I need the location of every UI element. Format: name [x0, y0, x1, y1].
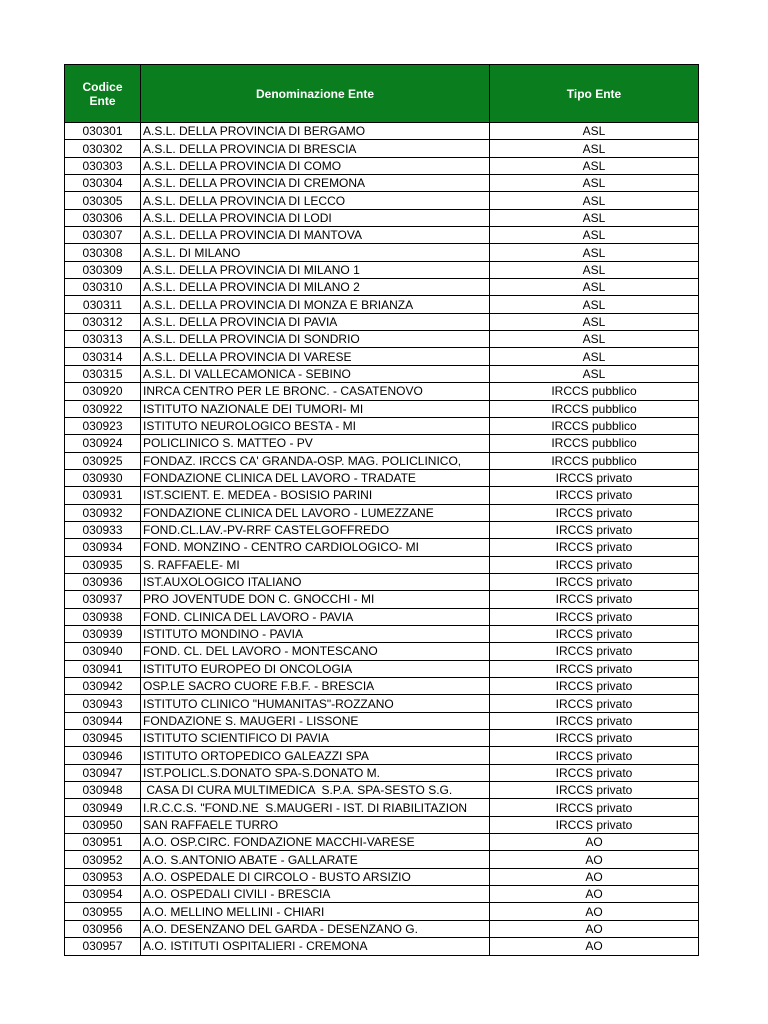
cell-name: A.O. OSPEDALE DI CIRCOLO - BUSTO ARSIZIO [141, 868, 490, 885]
cell-name: ISTITUTO EUROPEO DI ONCOLOGIA [141, 660, 490, 677]
table-row [65, 660, 699, 677]
cell-code: 030922 [65, 400, 141, 417]
cell-name: A.O. DESENZANO DEL GARDA - DESENZANO G. [141, 920, 490, 937]
table-row [65, 157, 699, 174]
cell-type: ASL [490, 123, 699, 140]
table-row [65, 417, 699, 434]
cell-type: IRCCS pubblico [490, 383, 699, 400]
cell-name: A.S.L. DELLA PROVINCIA DI MANTOVA [141, 227, 490, 244]
cell-code: 030312 [65, 313, 141, 330]
cell-name: I.R.C.C.S. "FOND.NE S.MAUGERI - IST. DI RIABILITAZION [141, 799, 490, 816]
table-row [65, 695, 699, 712]
cell-type: IRCCS privato [490, 712, 699, 729]
table-row [65, 938, 699, 955]
cell-code: 030931 [65, 487, 141, 504]
cell-code: 030935 [65, 556, 141, 573]
table-row [65, 123, 699, 140]
table-row [65, 764, 699, 781]
table-row [65, 279, 699, 296]
table-row [65, 175, 699, 192]
table-row [65, 521, 699, 538]
table-row [65, 643, 699, 660]
cell-code: 030953 [65, 868, 141, 885]
table-row [65, 678, 699, 695]
table-row [65, 435, 699, 452]
header-row [65, 65, 699, 123]
cell-code: 030943 [65, 695, 141, 712]
cell-name: FOND.CL.LAV.-PV-RRF CASTELGOFFREDO [141, 521, 490, 538]
table-row [65, 504, 699, 521]
cell-name: A.S.L. DELLA PROVINCIA DI PAVIA [141, 313, 490, 330]
table-row [65, 192, 699, 209]
cell-type: IRCCS privato [490, 764, 699, 781]
cell-type: IRCCS privato [490, 799, 699, 816]
cell-name: IST.AUXOLOGICO ITALIANO [141, 573, 490, 590]
cell-name: A.O. S.ANTONIO ABATE - GALLARATE [141, 851, 490, 868]
table-row [65, 903, 699, 920]
cell-code: 030955 [65, 903, 141, 920]
cell-code: 030307 [65, 227, 141, 244]
table-row [65, 331, 699, 348]
cell-code: 030947 [65, 764, 141, 781]
cell-code: 030944 [65, 712, 141, 729]
cell-name: ISTITUTO CLINICO "HUMANITAS"-ROZZANO [141, 695, 490, 712]
cell-code: 030952 [65, 851, 141, 868]
cell-code: 030920 [65, 383, 141, 400]
cell-name: ISTITUTO MONDINO - PAVIA [141, 625, 490, 642]
cell-name: FONDAZ. IRCCS CA' GRANDA-OSP. MAG. POLICLINICO, [141, 452, 490, 469]
cell-type: IRCCS privato [490, 816, 699, 833]
cell-name: A.S.L. DELLA PROVINCIA DI LODI [141, 209, 490, 226]
table-row [65, 782, 699, 799]
cell-code: 030939 [65, 625, 141, 642]
cell-code: 030302 [65, 140, 141, 157]
cell-name: A.S.L. DELLA PROVINCIA DI MILANO 2 [141, 279, 490, 296]
cell-code: 030303 [65, 157, 141, 174]
cell-code: 030937 [65, 591, 141, 608]
cell-type: IRCCS pubblico [490, 435, 699, 452]
cell-type: IRCCS privato [490, 625, 699, 642]
cell-type: ASL [490, 244, 699, 261]
cell-name: IST.SCIENT. E. MEDEA - BOSISIO PARINI [141, 487, 490, 504]
cell-type: IRCCS privato [490, 539, 699, 556]
cell-name: FONDAZIONE CLINICA DEL LAVORO - LUMEZZANE [141, 504, 490, 521]
table-row [65, 556, 699, 573]
cell-name: ISTITUTO SCIENTIFICO DI PAVIA [141, 730, 490, 747]
table-row [65, 834, 699, 851]
cell-name: POLICLINICO S. MATTEO - PV [141, 435, 490, 452]
table-row [65, 209, 699, 226]
table-row [65, 573, 699, 590]
table-row [65, 348, 699, 365]
cell-name: A.O. MELLINO MELLINI - CHIARI [141, 903, 490, 920]
cell-name: ISTITUTO ORTOPEDICO GALEAZZI SPA [141, 747, 490, 764]
cell-type: IRCCS privato [490, 782, 699, 799]
table-row [65, 296, 699, 313]
cell-name: A.S.L. DELLA PROVINCIA DI SONDRIO [141, 331, 490, 348]
table-row [65, 539, 699, 556]
cell-name: INRCA CENTRO PER LE BRONC. - CASATENOVO [141, 383, 490, 400]
header-type [490, 65, 699, 123]
cell-type: AO [490, 834, 699, 851]
header-code [65, 65, 141, 123]
header-type-label: Tipo Ente [566, 86, 622, 101]
cell-type: IRCCS privato [490, 591, 699, 608]
cell-type: IRCCS privato [490, 643, 699, 660]
cell-type: IRCCS privato [490, 573, 699, 590]
cell-code: 030301 [65, 123, 141, 140]
table-row [65, 227, 699, 244]
cell-name: A.O. ISTITUTI OSPITALIERI - CREMONA [141, 938, 490, 955]
table-row [65, 140, 699, 157]
cell-type: ASL [490, 192, 699, 209]
cell-type: AO [490, 920, 699, 937]
cell-name: A.O. OSPEDALI CIVILI - BRESCIA [141, 886, 490, 903]
table-row [65, 244, 699, 261]
cell-type: IRCCS privato [490, 504, 699, 521]
table-row [65, 400, 699, 417]
cell-type: ASL [490, 175, 699, 192]
cell-type: IRCCS pubblico [490, 400, 699, 417]
cell-code: 030949 [65, 799, 141, 816]
table-row [65, 816, 699, 833]
cell-type: AO [490, 938, 699, 955]
cell-type: IRCCS privato [490, 469, 699, 486]
cell-name: FOND. CLINICA DEL LAVORO - PAVIA [141, 608, 490, 625]
cell-name: FOND. MONZINO - CENTRO CARDIOLOGICO- MI [141, 539, 490, 556]
cell-name: A.O. OSP.CIRC. FONDAZIONE MACCHI-VARESE [141, 834, 490, 851]
header-name [141, 65, 490, 123]
cell-name: ISTITUTO NEUROLOGICO BESTA - MI [141, 417, 490, 434]
cell-name: SAN RAFFAELE TURRO [141, 816, 490, 833]
cell-type: ASL [490, 348, 699, 365]
table-row [65, 452, 699, 469]
cell-code: 030313 [65, 331, 141, 348]
cell-code: 030932 [65, 504, 141, 521]
cell-name: A.S.L. DI VALLECAMONICA - SEBINO [141, 365, 490, 382]
cell-type: AO [490, 903, 699, 920]
cell-code: 030306 [65, 209, 141, 226]
cell-type: AO [490, 868, 699, 885]
table-row [65, 469, 699, 486]
cell-type: IRCCS privato [490, 608, 699, 625]
cell-code: 030945 [65, 730, 141, 747]
cell-type: ASL [490, 209, 699, 226]
table-row [65, 851, 699, 868]
cell-code: 030314 [65, 348, 141, 365]
cell-name: ISTITUTO NAZIONALE DEI TUMORI- MI [141, 400, 490, 417]
table-row [65, 365, 699, 382]
cell-name: A.S.L. DELLA PROVINCIA DI MONZA E BRIANZA [141, 296, 490, 313]
cell-type: ASL [490, 296, 699, 313]
table-row [65, 261, 699, 278]
cell-type: ASL [490, 279, 699, 296]
cell-name: A.S.L. DELLA PROVINCIA DI BRESCIA [141, 140, 490, 157]
cell-type: ASL [490, 140, 699, 157]
table-row [65, 487, 699, 504]
cell-code: 030925 [65, 452, 141, 469]
cell-type: IRCCS privato [490, 487, 699, 504]
cell-name: A.S.L. DI MILANO [141, 244, 490, 261]
cell-code: 030930 [65, 469, 141, 486]
cell-code: 030924 [65, 435, 141, 452]
cell-type: IRCCS privato [490, 730, 699, 747]
cell-code: 030305 [65, 192, 141, 209]
cell-name: A.S.L. DELLA PROVINCIA DI CREMONA [141, 175, 490, 192]
table-row [65, 886, 699, 903]
cell-type: ASL [490, 261, 699, 278]
cell-name: A.S.L. DELLA PROVINCIA DI COMO [141, 157, 490, 174]
cell-type: IRCCS pubblico [490, 417, 699, 434]
cell-code: 030304 [65, 175, 141, 192]
entity-table [64, 64, 699, 956]
cell-code: 030315 [65, 365, 141, 382]
cell-type: ASL [490, 157, 699, 174]
cell-code: 030310 [65, 279, 141, 296]
cell-type: AO [490, 851, 699, 868]
cell-name: IST.POLICL.S.DONATO SPA-S.DONATO M. [141, 764, 490, 781]
cell-type: IRCCS privato [490, 678, 699, 695]
cell-code: 030942 [65, 678, 141, 695]
header-code-label: Codice Ente [82, 79, 123, 108]
cell-type: IRCCS privato [490, 521, 699, 538]
cell-code: 030954 [65, 886, 141, 903]
cell-name: A.S.L. DELLA PROVINCIA DI BERGAMO [141, 123, 490, 140]
cell-code: 030941 [65, 660, 141, 677]
table-row [65, 799, 699, 816]
cell-code: 030936 [65, 573, 141, 590]
table-row [65, 608, 699, 625]
table-row [65, 868, 699, 885]
cell-type: IRCCS privato [490, 695, 699, 712]
cell-name: OSP.LE SACRO CUORE F.B.F. - BRESCIA [141, 678, 490, 695]
cell-code: 030950 [65, 816, 141, 833]
cell-type: IRCCS privato [490, 747, 699, 764]
cell-code: 030923 [65, 417, 141, 434]
table-row [65, 625, 699, 642]
cell-name: A.S.L. DELLA PROVINCIA DI LECCO [141, 192, 490, 209]
cell-code: 030934 [65, 539, 141, 556]
cell-name: FONDAZIONE CLINICA DEL LAVORO - TRADATE [141, 469, 490, 486]
table-row [65, 383, 699, 400]
table-row [65, 313, 699, 330]
cell-name: A.S.L. DELLA PROVINCIA DI MILANO 1 [141, 261, 490, 278]
cell-code: 030938 [65, 608, 141, 625]
cell-name: FONDAZIONE S. MAUGERI - LISSONE [141, 712, 490, 729]
cell-name: S. RAFFAELE- MI [141, 556, 490, 573]
cell-type: ASL [490, 227, 699, 244]
cell-type: ASL [490, 365, 699, 382]
cell-name: CASA DI CURA MULTIMEDICA S.P.A. SPA-SESTO S.G. [141, 782, 490, 799]
cell-code: 030940 [65, 643, 141, 660]
cell-code: 030948 [65, 782, 141, 799]
cell-type: ASL [490, 331, 699, 348]
cell-name: PRO JOVENTUDE DON C. GNOCCHI - MI [141, 591, 490, 608]
cell-name: FOND. CL. DEL LAVORO - MONTESCANO [141, 643, 490, 660]
cell-code: 030311 [65, 296, 141, 313]
cell-code: 030951 [65, 834, 141, 851]
cell-name: A.S.L. DELLA PROVINCIA DI VARESE [141, 348, 490, 365]
cell-type: ASL [490, 313, 699, 330]
cell-code: 030309 [65, 261, 141, 278]
table-body [65, 123, 699, 956]
table-row [65, 920, 699, 937]
cell-code: 030933 [65, 521, 141, 538]
table-row [65, 712, 699, 729]
cell-type: AO [490, 886, 699, 903]
table-row [65, 591, 699, 608]
cell-code: 030946 [65, 747, 141, 764]
cell-code: 030957 [65, 938, 141, 955]
cell-type: IRCCS privato [490, 556, 699, 573]
table-row [65, 730, 699, 747]
cell-type: IRCCS pubblico [490, 452, 699, 469]
cell-code: 030956 [65, 920, 141, 937]
cell-code: 030308 [65, 244, 141, 261]
table-row [65, 747, 699, 764]
cell-type: IRCCS privato [490, 660, 699, 677]
header-name-label: Denominazione Ente [255, 86, 374, 101]
